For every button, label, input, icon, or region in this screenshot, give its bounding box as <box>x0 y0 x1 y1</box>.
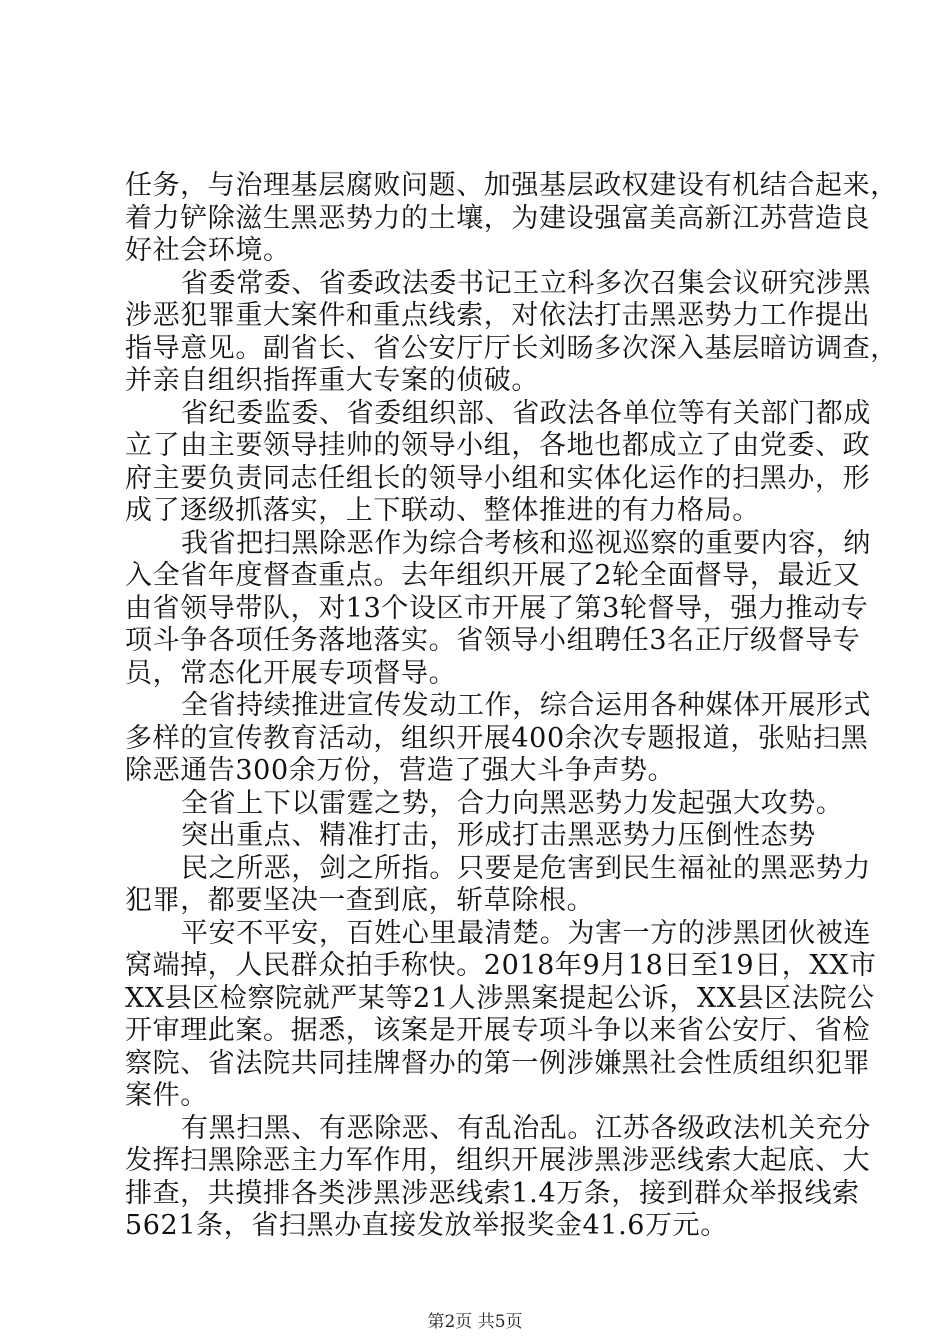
text-line: 入全省年度督查重点。去年组织开展了2轮全面督导，最近又 <box>125 560 861 591</box>
paragraph <box>125 852 871 918</box>
text-line: 排查，共摸排各类涉黑涉恶线索1.4万条，接到群众举报线索 <box>125 1177 860 1209</box>
paragraph <box>125 917 877 1113</box>
text-line: 犯罪，都要坚决一查到底，斩草除根。 <box>125 885 595 916</box>
text-line: 涉恶犯罪重大案件和重点线索，对依法打击黑恶势力工作提出 <box>125 300 871 331</box>
text-line: 指导意见。副省长、省公安厅厅长刘旸多次深入基层暗访调查， <box>125 332 898 364</box>
text-line: 突出重点、精准打击，形成打击黑恶势力压倒性态势 <box>181 820 816 851</box>
text-line: 平安不平安，百姓心里最清楚。为害一方的涉黑团伙被连 <box>181 917 871 949</box>
text-line: 窝端掉，人民群众拍手称快。2018年9月18日至19日，XX市 <box>125 950 877 981</box>
text-line: 好社会环境。 <box>125 235 291 266</box>
paragraph <box>125 170 898 268</box>
text-line: 由省领导带队，对13个设区市开展了第3轮督导，强力推动专 <box>125 592 869 624</box>
text-line: 省纪委监委、省委组织部、省政法各单位等有关部门都成 <box>181 397 871 429</box>
text-line: 任务，与治理基层腐败问题、加强基层政权建设有机结合起来， <box>125 170 898 201</box>
text-line: 全省上下以雷霆之势，合力向黑恶势力发起强大攻势。 <box>181 787 844 819</box>
text-line: 5621条，省扫黑办直接发放举报奖金41.6万元。 <box>125 1210 728 1241</box>
document-body <box>125 170 898 1243</box>
page-footer: 第2页 共5页 <box>427 1312 523 1332</box>
text-line: 有黑扫黑、有恶除恶、有乱治乱。江苏各级政法机关充分 <box>181 1112 871 1144</box>
text-line: 我省把扫黑除恶作为综合考核和巡视巡察的重要内容，纳 <box>181 527 871 559</box>
text-line: 全省持续推进宣传发动工作，综合运用各种媒体开展形式 <box>181 690 871 721</box>
text-line: 并亲自组织指挥重大专案的侦破。 <box>125 365 539 396</box>
text-line: 案件。 <box>125 1080 208 1111</box>
text-line: 省委常委、省委政法委书记王立科多次召集会议研究涉黑 <box>181 267 871 299</box>
text-line: 项斗争各项任务落地落实。省领导小组聘任3名正厅级督导专 <box>125 625 861 656</box>
paragraph <box>125 787 844 821</box>
paragraph <box>125 1112 871 1243</box>
text-line: 着力铲除滋生黑恶势力的土壤，为建设强富美高新江苏营造良 <box>125 202 871 234</box>
text-line: 成了逐级抓落实，上下联动、整体推进的有力格局。 <box>125 495 760 526</box>
text-line: 立了由主要领导挂帅的领导小组，各地也都成立了由党委、政 <box>125 430 871 461</box>
paragraph <box>125 527 871 691</box>
text-line: 府主要负责同志任组长的领导小组和实体化运作的扫黑办，形 <box>125 462 871 494</box>
paragraph <box>125 820 830 853</box>
text-line: XX县区检察院就严某等21人涉黑案提起公诉，XX县区法院公 <box>125 982 875 1014</box>
paragraph <box>125 267 898 398</box>
text-line: 发挥扫黑除恶主力军作用，组织开展涉黑涉恶线索大起底、大 <box>125 1145 871 1176</box>
text-line: 多样的宣传教育活动，组织开展400余次专题报道，张贴扫黑 <box>125 722 869 754</box>
paragraph <box>125 690 871 788</box>
text-line: 员，常态化开展专项督导。 <box>125 657 457 689</box>
text-line: 民之所恶，剑之所指。只要是危害到民生福祉的黑恶势力 <box>181 852 871 884</box>
text-line: 察院、省法院共同挂牌督办的第一例涉嫌黑社会性质组织犯罪 <box>125 1047 871 1079</box>
text-line: 除恶通告300余万份，营造了强大斗争声势。 <box>125 755 676 786</box>
paragraph <box>125 397 871 528</box>
text-line: 开审理此案。据悉，该案是开展专项斗争以来省公安厅、省检 <box>125 1015 871 1046</box>
